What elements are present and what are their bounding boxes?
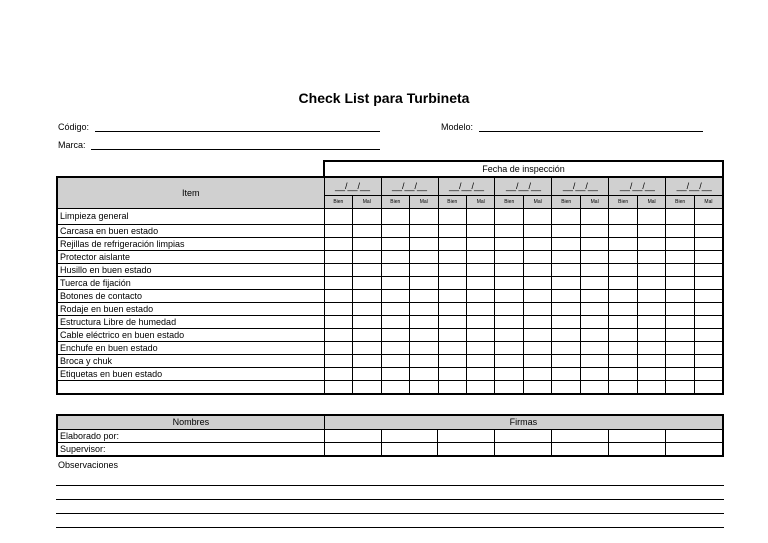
nombres-header: Nombres	[57, 415, 324, 430]
mal-checkbox[interactable]	[694, 277, 723, 290]
date-field[interactable]: __/__/__	[552, 177, 609, 196]
signature-cell[interactable]	[608, 430, 665, 443]
mal-checkbox[interactable]	[410, 277, 438, 290]
bien-checkbox[interactable]	[438, 209, 466, 225]
bien-checkbox[interactable]	[495, 209, 523, 225]
mal-checkbox[interactable]	[637, 238, 665, 251]
bien-checkbox[interactable]	[609, 251, 637, 264]
bien-checkbox[interactable]	[381, 264, 409, 277]
bien-checkbox[interactable]	[438, 329, 466, 342]
mal-checkbox[interactable]	[353, 264, 381, 277]
mal-checkbox[interactable]	[353, 277, 381, 290]
mal-checkbox[interactable]	[580, 264, 608, 277]
mal-checkbox[interactable]	[410, 251, 438, 264]
mal-checkbox[interactable]	[637, 342, 665, 355]
mal-checkbox[interactable]	[467, 225, 495, 238]
bien-checkbox[interactable]	[666, 264, 694, 277]
signature-table	[56, 414, 724, 457]
marca-label: Marca:	[58, 140, 86, 150]
bien-checkbox[interactable]	[552, 316, 580, 329]
bien-checkbox[interactable]	[552, 290, 580, 303]
mal-checkbox[interactable]	[467, 290, 495, 303]
bien-checkbox[interactable]	[609, 238, 637, 251]
bien-checkbox[interactable]	[495, 368, 523, 381]
date-field[interactable]: __/__/__	[438, 177, 495, 196]
bien-checkbox[interactable]	[381, 238, 409, 251]
bien-checkbox[interactable]	[552, 303, 580, 316]
bien-checkbox[interactable]	[324, 329, 352, 342]
bien-checkbox[interactable]	[381, 251, 409, 264]
mal-checkbox[interactable]	[580, 368, 608, 381]
mal-checkbox[interactable]	[580, 355, 608, 368]
observaciones-line[interactable]	[56, 527, 724, 528]
blank-row-label	[57, 381, 324, 395]
mal-checkbox[interactable]	[580, 238, 608, 251]
mal-checkbox[interactable]	[694, 381, 723, 395]
firmas-header: Firmas	[324, 415, 723, 430]
signature-cell[interactable]	[495, 443, 552, 457]
bien-checkbox[interactable]	[666, 238, 694, 251]
mal-checkbox[interactable]	[410, 342, 438, 355]
mal-checkbox[interactable]	[353, 329, 381, 342]
mal-checkbox[interactable]	[694, 355, 723, 368]
mal-checkbox[interactable]	[523, 264, 551, 277]
bien-checkbox[interactable]	[495, 264, 523, 277]
item-label: Rodaje en buen estado	[57, 303, 324, 316]
observaciones-line[interactable]	[56, 499, 724, 500]
mal-checkbox[interactable]	[637, 264, 665, 277]
bien-checkbox[interactable]	[666, 342, 694, 355]
marca-field[interactable]	[91, 149, 380, 150]
mal-checkbox[interactable]	[694, 316, 723, 329]
mal-checkbox[interactable]	[694, 264, 723, 277]
signature-cell[interactable]	[552, 443, 609, 457]
mal-checkbox[interactable]	[694, 342, 723, 355]
mal-checkbox[interactable]	[523, 329, 551, 342]
bien-checkbox[interactable]	[381, 290, 409, 303]
bien-checkbox[interactable]	[666, 303, 694, 316]
bien-checkbox[interactable]	[609, 303, 637, 316]
date-field[interactable]: __/__/__	[609, 177, 666, 196]
date-field[interactable]: __/__/__	[495, 177, 552, 196]
mal-checkbox[interactable]	[694, 225, 723, 238]
mal-checkbox[interactable]	[580, 225, 608, 238]
mal-checkbox[interactable]	[467, 251, 495, 264]
mal-checkbox[interactable]	[467, 342, 495, 355]
bien-checkbox[interactable]	[324, 290, 352, 303]
bien-checkbox[interactable]	[324, 381, 352, 395]
mal-label: Mal	[353, 196, 381, 209]
item-label: Cable eléctrico en buen estado	[57, 329, 324, 342]
mal-checkbox[interactable]	[580, 290, 608, 303]
bien-checkbox[interactable]	[666, 368, 694, 381]
bien-checkbox[interactable]	[495, 329, 523, 342]
bien-checkbox[interactable]	[324, 209, 352, 225]
bien-checkbox[interactable]	[666, 290, 694, 303]
bien-checkbox[interactable]	[552, 264, 580, 277]
mal-checkbox[interactable]	[637, 209, 665, 225]
mal-checkbox[interactable]	[410, 355, 438, 368]
modelo-field[interactable]	[479, 131, 703, 132]
mal-checkbox[interactable]	[353, 342, 381, 355]
mal-checkbox[interactable]	[580, 381, 608, 395]
mal-checkbox[interactable]	[523, 368, 551, 381]
date-field[interactable]: __/__/__	[324, 177, 381, 196]
bien-checkbox[interactable]	[324, 303, 352, 316]
bien-checkbox[interactable]	[324, 238, 352, 251]
bien-checkbox[interactable]	[495, 225, 523, 238]
observaciones-label: Observaciones	[58, 460, 119, 470]
bien-checkbox[interactable]	[552, 329, 580, 342]
mal-checkbox[interactable]	[637, 225, 665, 238]
bien-checkbox[interactable]	[552, 355, 580, 368]
mal-label: Mal	[523, 196, 551, 209]
bien-checkbox[interactable]	[609, 225, 637, 238]
bien-label: Bien	[666, 196, 694, 209]
bien-checkbox[interactable]	[438, 303, 466, 316]
mal-checkbox[interactable]	[580, 251, 608, 264]
bien-checkbox[interactable]	[438, 381, 466, 395]
mal-checkbox[interactable]	[637, 381, 665, 395]
bien-checkbox[interactable]	[609, 355, 637, 368]
bien-checkbox[interactable]	[381, 277, 409, 290]
bien-checkbox[interactable]	[495, 290, 523, 303]
mal-checkbox[interactable]	[353, 355, 381, 368]
bien-checkbox[interactable]	[438, 264, 466, 277]
mal-checkbox[interactable]	[410, 264, 438, 277]
mal-checkbox[interactable]	[523, 355, 551, 368]
mal-checkbox[interactable]	[410, 225, 438, 238]
mal-checkbox[interactable]	[580, 342, 608, 355]
mal-checkbox[interactable]	[580, 329, 608, 342]
bien-checkbox[interactable]	[609, 290, 637, 303]
mal-checkbox[interactable]	[467, 238, 495, 251]
bien-checkbox[interactable]	[381, 368, 409, 381]
bien-checkbox[interactable]	[324, 342, 352, 355]
mal-checkbox[interactable]	[467, 303, 495, 316]
mal-label: Mal	[694, 196, 723, 209]
bien-checkbox[interactable]	[381, 342, 409, 355]
mal-checkbox[interactable]	[523, 342, 551, 355]
mal-checkbox[interactable]	[467, 209, 495, 225]
mal-checkbox[interactable]	[467, 316, 495, 329]
bien-checkbox[interactable]	[609, 264, 637, 277]
mal-checkbox[interactable]	[637, 316, 665, 329]
signature-cell[interactable]	[324, 430, 381, 443]
mal-checkbox[interactable]	[410, 290, 438, 303]
mal-checkbox[interactable]	[353, 251, 381, 264]
mal-checkbox[interactable]	[467, 277, 495, 290]
bien-checkbox[interactable]	[438, 251, 466, 264]
mal-checkbox[interactable]	[694, 329, 723, 342]
mal-checkbox[interactable]	[353, 209, 381, 225]
bien-checkbox[interactable]	[495, 381, 523, 395]
mal-checkbox[interactable]	[467, 264, 495, 277]
bien-checkbox[interactable]	[324, 277, 352, 290]
bien-checkbox[interactable]	[381, 209, 409, 225]
bien-checkbox[interactable]	[438, 277, 466, 290]
bien-checkbox[interactable]	[609, 368, 637, 381]
bien-checkbox[interactable]	[666, 355, 694, 368]
bien-checkbox[interactable]	[495, 251, 523, 264]
bien-checkbox[interactable]	[324, 225, 352, 238]
item-label: Etiquetas en buen estado	[57, 368, 324, 381]
bien-label: Bien	[324, 196, 352, 209]
mal-checkbox[interactable]	[410, 316, 438, 329]
mal-checkbox[interactable]	[410, 238, 438, 251]
mal-checkbox[interactable]	[637, 368, 665, 381]
signature-cell[interactable]	[665, 443, 723, 457]
mal-checkbox[interactable]	[467, 381, 495, 395]
page-title: Check List para Turbineta	[298, 90, 470, 106]
signature-cell[interactable]	[324, 443, 381, 457]
bien-checkbox[interactable]	[438, 290, 466, 303]
bien-label: Bien	[609, 196, 637, 209]
mal-checkbox[interactable]	[637, 290, 665, 303]
mal-checkbox[interactable]	[410, 209, 438, 225]
bien-checkbox[interactable]	[552, 209, 580, 225]
mal-checkbox[interactable]	[694, 251, 723, 264]
mal-checkbox[interactable]	[467, 355, 495, 368]
item-label: Limpieza general	[57, 209, 324, 225]
item-label: Botones de contacto	[57, 290, 324, 303]
item-label: Carcasa en buen estado	[57, 225, 324, 238]
bien-checkbox[interactable]	[552, 368, 580, 381]
mal-checkbox[interactable]	[637, 277, 665, 290]
mal-label: Mal	[637, 196, 665, 209]
bien-checkbox[interactable]	[324, 355, 352, 368]
bien-checkbox[interactable]	[666, 209, 694, 225]
mal-checkbox[interactable]	[694, 368, 723, 381]
supervisor-label: Supervisor:	[57, 443, 324, 457]
bien-checkbox[interactable]	[324, 264, 352, 277]
codigo-field[interactable]	[95, 131, 380, 132]
signature-cell[interactable]	[665, 430, 723, 443]
modelo-label: Modelo:	[441, 122, 474, 132]
mal-checkbox[interactable]	[410, 329, 438, 342]
mal-checkbox[interactable]	[523, 290, 551, 303]
signature-cell[interactable]	[608, 443, 665, 457]
bien-checkbox[interactable]	[381, 355, 409, 368]
bien-checkbox[interactable]	[438, 238, 466, 251]
bien-checkbox[interactable]	[438, 368, 466, 381]
bien-checkbox[interactable]	[381, 316, 409, 329]
bien-checkbox[interactable]	[666, 329, 694, 342]
mal-checkbox[interactable]	[353, 316, 381, 329]
mal-checkbox[interactable]	[523, 238, 551, 251]
item-label: Tuerca de fijación	[57, 277, 324, 290]
mal-checkbox[interactable]	[637, 303, 665, 316]
bien-checkbox[interactable]	[666, 225, 694, 238]
bien-checkbox[interactable]	[381, 303, 409, 316]
signature-cell[interactable]	[552, 430, 609, 443]
bien-checkbox[interactable]	[552, 381, 580, 395]
bien-checkbox[interactable]	[552, 238, 580, 251]
bien-checkbox[interactable]	[609, 342, 637, 355]
bien-checkbox[interactable]	[495, 342, 523, 355]
bien-checkbox[interactable]	[495, 277, 523, 290]
fecha-header: Fecha de inspección	[324, 161, 723, 177]
bien-checkbox[interactable]	[324, 251, 352, 264]
mal-checkbox[interactable]	[353, 368, 381, 381]
date-field[interactable]: __/__/__	[381, 177, 438, 196]
item-label: Enchufe en buen estado	[57, 342, 324, 355]
mal-checkbox[interactable]	[353, 303, 381, 316]
mal-checkbox[interactable]	[523, 251, 551, 264]
bien-checkbox[interactable]	[552, 277, 580, 290]
bien-checkbox[interactable]	[438, 355, 466, 368]
bien-checkbox[interactable]	[666, 316, 694, 329]
bien-checkbox[interactable]	[495, 238, 523, 251]
mal-checkbox[interactable]	[353, 238, 381, 251]
bien-checkbox[interactable]	[324, 316, 352, 329]
bien-checkbox[interactable]	[438, 316, 466, 329]
bien-checkbox[interactable]	[552, 225, 580, 238]
bien-checkbox[interactable]	[609, 316, 637, 329]
bien-label: Bien	[552, 196, 580, 209]
mal-checkbox[interactable]	[694, 209, 723, 225]
item-label: Broca y chuk	[57, 355, 324, 368]
observaciones-line[interactable]	[56, 485, 724, 486]
bien-checkbox[interactable]	[552, 342, 580, 355]
item-header: Item	[57, 177, 324, 209]
bien-label: Bien	[381, 196, 409, 209]
mal-checkbox[interactable]	[353, 290, 381, 303]
signature-cell[interactable]	[438, 430, 495, 443]
mal-checkbox[interactable]	[637, 355, 665, 368]
mal-checkbox[interactable]	[580, 209, 608, 225]
mal-checkbox[interactable]	[353, 381, 381, 395]
mal-label: Mal	[580, 196, 608, 209]
bien-checkbox[interactable]	[609, 381, 637, 395]
bien-checkbox[interactable]	[438, 225, 466, 238]
bien-checkbox[interactable]	[552, 251, 580, 264]
blank-corner	[57, 161, 324, 177]
bien-checkbox[interactable]	[381, 225, 409, 238]
mal-checkbox[interactable]	[580, 316, 608, 329]
bien-checkbox[interactable]	[609, 209, 637, 225]
observaciones-line[interactable]	[56, 513, 724, 514]
signature-cell[interactable]	[438, 443, 495, 457]
mal-checkbox[interactable]	[523, 316, 551, 329]
inspection-table	[56, 160, 724, 395]
codigo-label: Código:	[58, 122, 90, 132]
mal-checkbox[interactable]	[410, 303, 438, 316]
signature-cell[interactable]	[381, 430, 438, 443]
mal-label: Mal	[467, 196, 495, 209]
mal-checkbox[interactable]	[410, 381, 438, 395]
bien-checkbox[interactable]	[495, 355, 523, 368]
mal-checkbox[interactable]	[523, 209, 551, 225]
bien-checkbox[interactable]	[609, 329, 637, 342]
bien-checkbox[interactable]	[666, 381, 694, 395]
bien-checkbox[interactable]	[495, 316, 523, 329]
mal-checkbox[interactable]	[694, 303, 723, 316]
item-label: Protector aislante	[57, 251, 324, 264]
bien-checkbox[interactable]	[381, 381, 409, 395]
bien-checkbox[interactable]	[381, 329, 409, 342]
bien-checkbox[interactable]	[609, 277, 637, 290]
mal-checkbox[interactable]	[637, 329, 665, 342]
mal-checkbox[interactable]	[694, 238, 723, 251]
mal-checkbox[interactable]	[523, 303, 551, 316]
bien-checkbox[interactable]	[666, 251, 694, 264]
bien-checkbox[interactable]	[324, 368, 352, 381]
mal-checkbox[interactable]	[523, 225, 551, 238]
mal-checkbox[interactable]	[353, 225, 381, 238]
bien-checkbox[interactable]	[438, 342, 466, 355]
mal-checkbox[interactable]	[410, 368, 438, 381]
bien-checkbox[interactable]	[666, 277, 694, 290]
elaborado-label: Elaborado por:	[57, 430, 324, 443]
bien-label: Bien	[495, 196, 523, 209]
date-field[interactable]: __/__/__	[666, 177, 723, 196]
bien-label: Bien	[438, 196, 466, 209]
mal-checkbox[interactable]	[637, 251, 665, 264]
mal-label: Mal	[410, 196, 438, 209]
mal-checkbox[interactable]	[580, 277, 608, 290]
mal-checkbox[interactable]	[523, 277, 551, 290]
signature-cell[interactable]	[381, 443, 438, 457]
mal-checkbox[interactable]	[467, 368, 495, 381]
mal-checkbox[interactable]	[694, 290, 723, 303]
mal-checkbox[interactable]	[523, 381, 551, 395]
item-label: Rejillas de refrigeración limpias	[57, 238, 324, 251]
signature-cell[interactable]	[495, 430, 552, 443]
item-label: Estructura Libre de humedad	[57, 316, 324, 329]
item-label: Husillo en buen estado	[57, 264, 324, 277]
mal-checkbox[interactable]	[467, 329, 495, 342]
bien-checkbox[interactable]	[495, 303, 523, 316]
mal-checkbox[interactable]	[580, 303, 608, 316]
